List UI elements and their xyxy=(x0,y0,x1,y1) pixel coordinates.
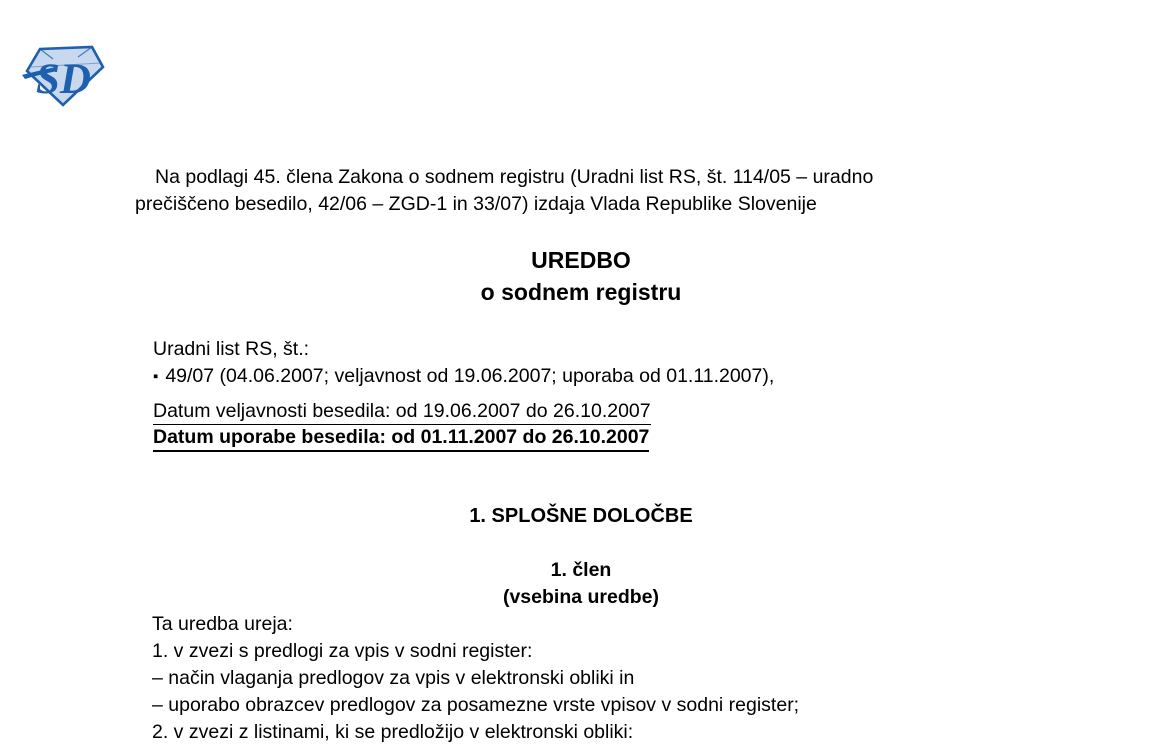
validity-effective-line xyxy=(153,400,651,426)
gazette-block xyxy=(153,336,774,390)
body-line: Ta uredba ureja: xyxy=(152,613,293,635)
article-heading xyxy=(135,557,1027,611)
gazette-item xyxy=(153,363,774,390)
validity-application-line xyxy=(153,426,651,452)
gazette-label: Uradni list RS, št.: xyxy=(153,338,310,360)
body-line: – način vlaganja predlogov za vpis v elektronski obliki in xyxy=(152,667,635,689)
intro-line-2: prečiščeno besedilo, 42/06 – ZGD-1 in 33/07) izdaja Vlada Republike Slovenije xyxy=(135,193,817,215)
sd-diamond-icon xyxy=(21,44,105,108)
article-body xyxy=(152,611,1032,746)
body-line: 1. v zvezi s predlogi za vpis v sodni register: xyxy=(152,640,533,662)
document-title-main: UREDBO xyxy=(531,247,631,273)
validity-application-text: Datum uporabe besedila: od 01.11.2007 do 26.10.2007 xyxy=(153,426,649,452)
intro-paragraph xyxy=(135,164,1027,218)
intro-line-1: Na podlagi 45. člena Zakona o sodnem registru (Uradni list RS, št. 114/05 – uradno xyxy=(155,166,874,188)
body-line: 2. v zvezi z listinami, ki se predložijo v elektronski obliki: xyxy=(152,721,634,743)
chapter-heading: 1. SPLOŠNE DOLOČBE xyxy=(469,505,693,527)
gazette-item-text: 49/07 (04.06.2007; veljavnost od 19.06.2007; uporaba od 01.11.2007), xyxy=(165,365,775,387)
logo-letters: SD xyxy=(36,56,91,103)
validity-effective-text: Datum veljavnosti besedila: od 19.06.2007 do 26.10.2007 xyxy=(153,400,651,425)
validity-block xyxy=(153,400,651,452)
article-subtitle: (vsebina uredbe) xyxy=(502,586,660,608)
sd-logo xyxy=(21,44,105,108)
square-bullet-icon: ▪ xyxy=(153,368,159,385)
document-title-sub: o sodnem registru xyxy=(480,279,682,305)
document-title xyxy=(135,244,1027,308)
body-line: – uporabo obrazcev predlogov za posamezne vrste vpisov v sodni register; xyxy=(152,694,800,716)
article-number: 1. člen xyxy=(550,559,612,581)
